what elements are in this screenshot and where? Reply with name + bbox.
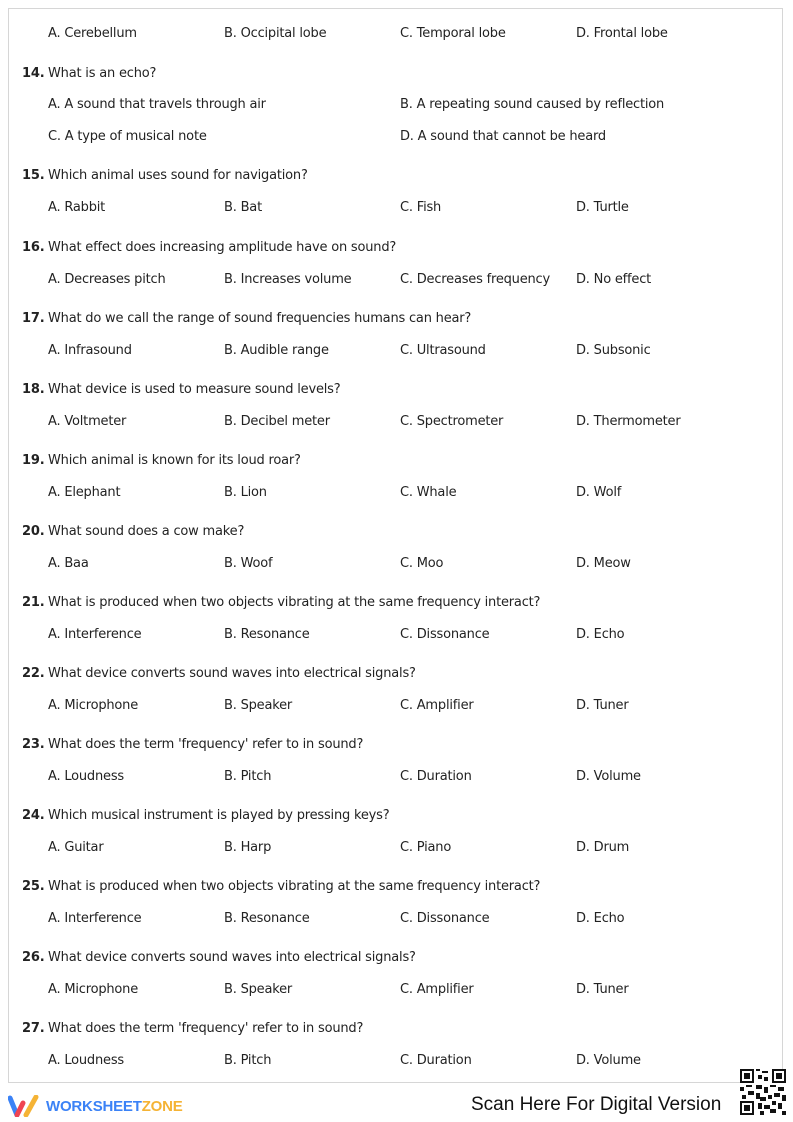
question-number: 18.: [22, 382, 45, 397]
question-text: Which animal is known for its loud roar?: [48, 453, 301, 468]
qr-code-icon[interactable]: [740, 1069, 786, 1115]
option-c: C. Moo: [400, 556, 444, 571]
question-number: 21.: [22, 595, 45, 610]
question-text: What is produced when two objects vibrating at the same frequency interact?: [48, 879, 541, 894]
question-17: [22, 311, 471, 326]
option-b: B. Speaker: [224, 982, 293, 997]
question-23: [22, 737, 363, 752]
question-15: [22, 168, 308, 183]
option-a: A. Interference: [48, 627, 142, 642]
question-text: What does the term 'frequency' refer to in sound?: [48, 1021, 364, 1036]
worksheetzone-logo: [8, 1094, 183, 1118]
question-number: 24.: [22, 808, 45, 823]
question-19: [22, 453, 301, 468]
question-text: What device converts sound waves into electrical signals?: [48, 950, 416, 965]
option-c: C. Whale: [400, 485, 457, 500]
option-d: D. Frontal lobe: [576, 26, 668, 41]
logo-worksheet-text: WORKSHEET: [46, 1097, 142, 1115]
option-d: D. Turtle: [576, 200, 629, 215]
question-number: 15.: [22, 168, 45, 183]
question-text: Which musical instrument is played by pressing keys?: [48, 808, 390, 823]
option-b: B. Bat: [224, 200, 262, 215]
option-b: B. Lion: [224, 485, 267, 500]
question-text: Which animal uses sound for navigation?: [48, 168, 308, 183]
question-text: What does the term 'frequency' refer to in sound?: [48, 737, 364, 752]
option-a: A. Baa: [48, 556, 89, 571]
option-b: B. Increases volume: [224, 272, 352, 287]
option-b: B. Occipital lobe: [224, 26, 327, 41]
option-a: A. Interference: [48, 911, 142, 926]
option-d: D. Volume: [576, 1053, 641, 1068]
option-c: C. A type of musical note: [48, 129, 207, 144]
option-a: A. Loudness: [48, 769, 124, 784]
question-number: 14.: [22, 66, 45, 81]
question-number: 16.: [22, 240, 45, 255]
option-b: B. Pitch: [224, 1053, 272, 1068]
question-text: What device converts sound waves into electrical signals?: [48, 666, 416, 681]
option-b: B. Resonance: [224, 627, 310, 642]
option-a: A. Cerebellum: [48, 26, 137, 41]
question-24: [22, 808, 389, 823]
option-d: D. Echo: [576, 911, 625, 926]
option-a: A. Infrasound: [48, 343, 132, 358]
question-26: [22, 950, 416, 965]
option-b: B. Resonance: [224, 911, 310, 926]
option-d: D. Meow: [576, 556, 631, 571]
option-d: D. Wolf: [576, 485, 622, 500]
option-b: B. Harp: [224, 840, 272, 855]
question-text: What is an echo?: [48, 66, 157, 81]
option-d: D. Echo: [576, 627, 625, 642]
option-b: B. Decibel meter: [224, 414, 330, 429]
option-c: C. Spectrometer: [400, 414, 504, 429]
option-c: C. Duration: [400, 769, 472, 784]
option-d: D. A sound that cannot be heard: [400, 129, 606, 144]
option-a: A. Elephant: [48, 485, 121, 500]
option-a: A. Microphone: [48, 698, 138, 713]
option-d: D. Subsonic: [576, 343, 651, 358]
option-b: B. Pitch: [224, 769, 272, 784]
question-number: 22.: [22, 666, 45, 681]
question-text: What effect does increasing amplitude have on sound?: [48, 240, 397, 255]
question-text: What is produced when two objects vibrating at the same frequency interact?: [48, 595, 541, 610]
option-c: C. Dissonance: [400, 627, 490, 642]
option-c: C. Decreases frequency: [400, 272, 551, 287]
option-d: D. Thermometer: [576, 414, 681, 429]
option-c: C. Fish: [400, 200, 442, 215]
question-number: 27.: [22, 1021, 45, 1036]
question-number: 25.: [22, 879, 45, 894]
question-number: 23.: [22, 737, 45, 752]
scan-text: Scan Here For Digital Version: [471, 1094, 722, 1115]
option-d: D. Drum: [576, 840, 630, 855]
option-d: D. Tuner: [576, 982, 629, 997]
question-18: [22, 382, 340, 397]
question-text: What sound does a cow make?: [48, 524, 245, 539]
option-a: A. Loudness: [48, 1053, 124, 1068]
logo-zone-text: ZONE: [141, 1097, 183, 1115]
question-22: [22, 666, 416, 681]
question-number: 20.: [22, 524, 45, 539]
option-c: C. Ultrasound: [400, 343, 486, 358]
logo-mark-icon: [8, 1095, 40, 1117]
option-a: A. Rabbit: [48, 200, 106, 215]
option-b: B. Woof: [224, 556, 273, 571]
option-d: D. Volume: [576, 769, 641, 784]
option-a: A. Microphone: [48, 982, 138, 997]
option-c: C. Amplifier: [400, 982, 474, 997]
question-27: [22, 1021, 363, 1036]
option-b: B. A repeating sound caused by reflection: [400, 97, 665, 112]
option-a: A. Decreases pitch: [48, 272, 166, 287]
question-25: [22, 879, 540, 894]
question-number: 17.: [22, 311, 45, 326]
question-number: 26.: [22, 950, 45, 965]
option-b: B. Audible range: [224, 343, 329, 358]
question-text: What device is used to measure sound levels?: [48, 382, 341, 397]
question-text: What do we call the range of sound frequencies humans can hear?: [48, 311, 472, 326]
option-a: A. Guitar: [48, 840, 104, 855]
option-a: A. A sound that travels through air: [48, 97, 266, 112]
option-c: C. Amplifier: [400, 698, 474, 713]
question-14: [22, 66, 156, 81]
option-c: C. Duration: [400, 1053, 472, 1068]
option-c: C. Temporal lobe: [400, 26, 506, 41]
question-number: 19.: [22, 453, 45, 468]
option-d: D. No effect: [576, 272, 652, 287]
option-c: C. Piano: [400, 840, 452, 855]
option-c: C. Dissonance: [400, 911, 490, 926]
question-21: [22, 595, 540, 610]
question-20: [22, 524, 244, 539]
option-d: D. Tuner: [576, 698, 629, 713]
option-a: A. Voltmeter: [48, 414, 127, 429]
option-b: B. Speaker: [224, 698, 293, 713]
question-16: [22, 240, 396, 255]
